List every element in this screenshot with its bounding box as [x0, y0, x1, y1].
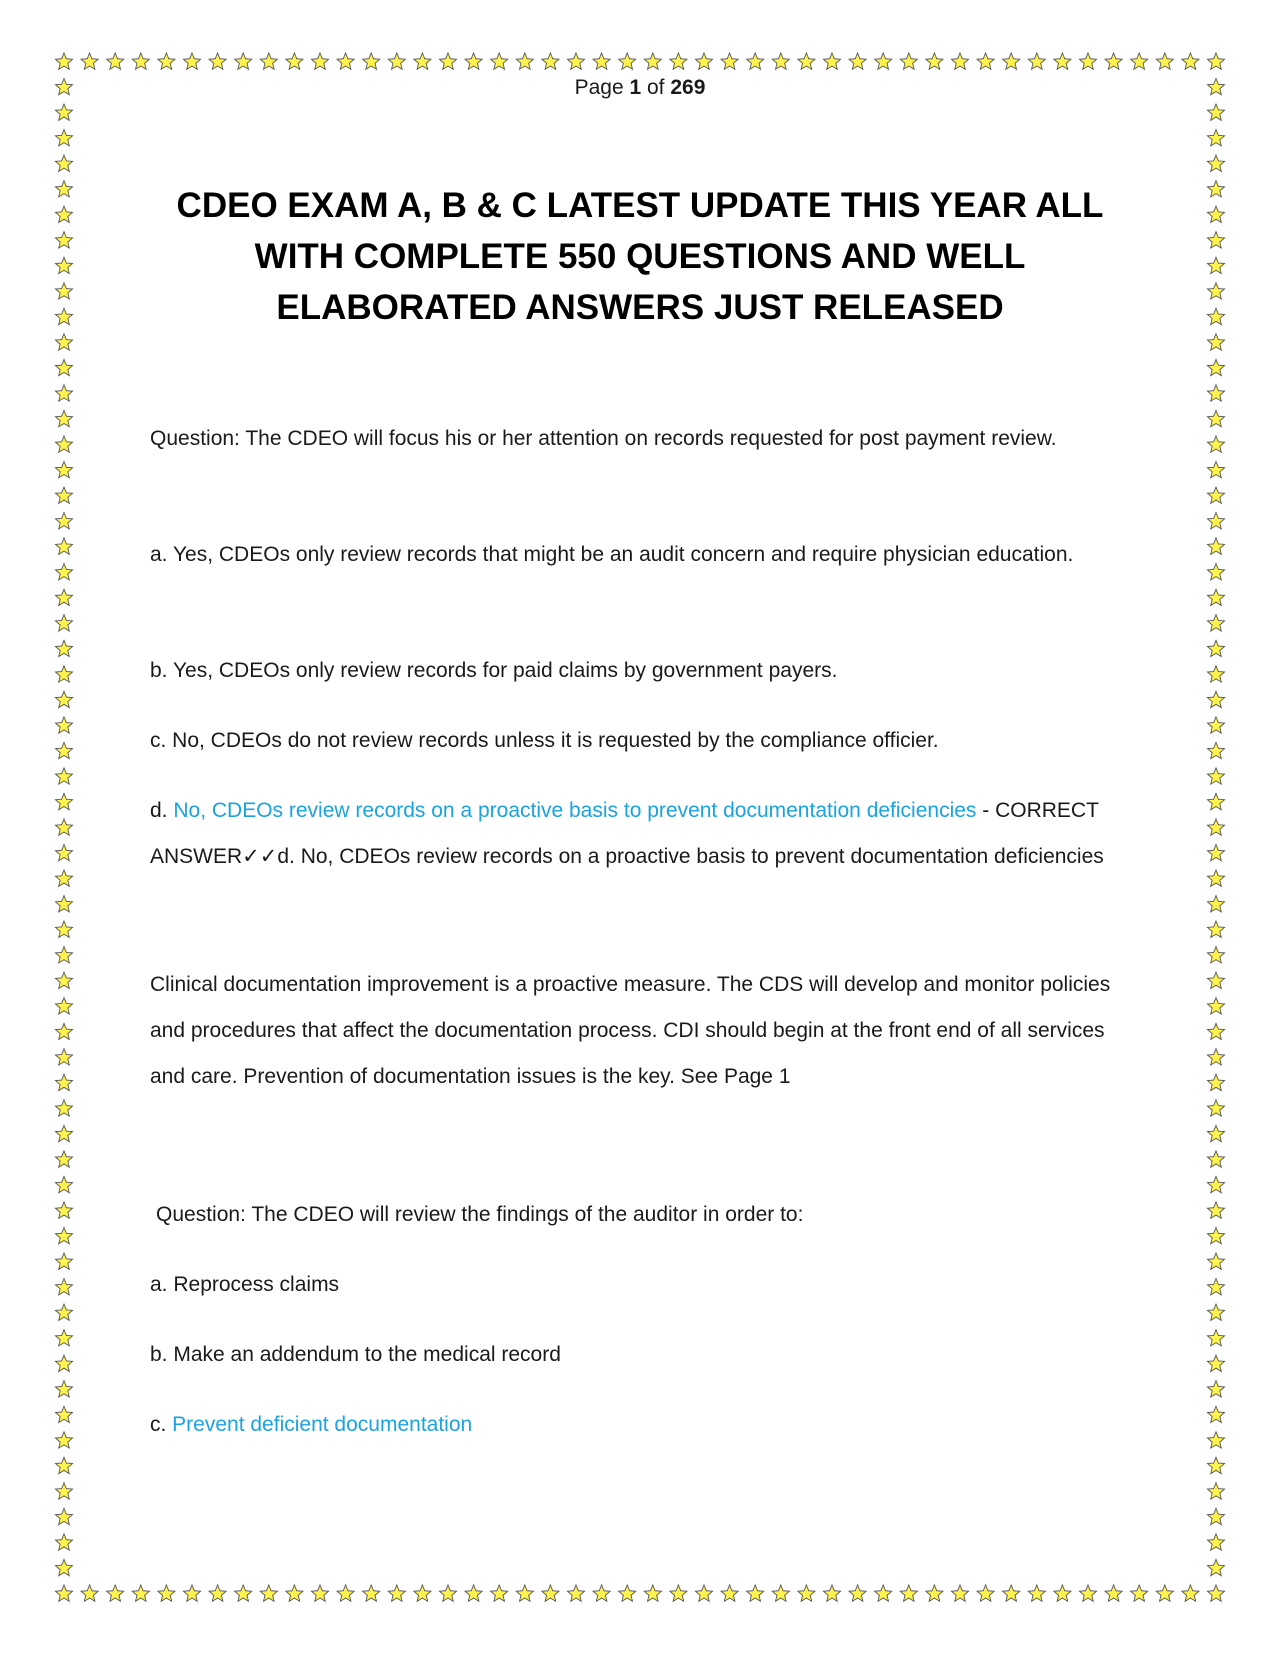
star-icon: [55, 640, 72, 656]
page-number: [0, 76, 1280, 100]
q1-explanation: Clinical documentation improvement is a proactive measure. The CDS will develop and monitor policies and procedures that affect the documentation process. CDI should begin at the front end of all services and care. Prevention of documentation issues is the key. See Page 1: [150, 973, 1111, 1088]
star-icon: [1207, 793, 1224, 809]
star-icon: [772, 53, 789, 69]
star-icon: [926, 1585, 943, 1601]
q1-correct-answer-highlight: No, CDEOs review records on a proactive basis to prevent documentation deficiencies: [173, 799, 977, 822]
star-icon: [1003, 53, 1020, 69]
star-icon: [55, 1534, 72, 1550]
star-icon: [55, 564, 72, 580]
star-icon: [55, 283, 72, 299]
star-icon: [363, 53, 380, 69]
star-icon: [55, 410, 72, 426]
star-icon: [1207, 1304, 1224, 1320]
q1-option-c: c. No, CDEOs do not review records unless it is requested by the compliance officier.: [150, 729, 939, 752]
page-number-current: 1: [629, 76, 642, 99]
star-icon: [1207, 1406, 1224, 1422]
star-icon: [1207, 1508, 1224, 1524]
star-icon: [1207, 436, 1224, 452]
star-icon: [55, 1559, 72, 1575]
star-icon: [439, 53, 456, 69]
star-icon: [1207, 717, 1224, 733]
star-icon: [55, 104, 72, 120]
star-icon: [55, 130, 72, 146]
star-icon: [55, 717, 72, 733]
star-icon: [55, 487, 72, 503]
star-icon: [132, 1585, 149, 1601]
star-icon: [1207, 385, 1224, 401]
star-icon: [55, 1151, 72, 1167]
star-icon: [55, 1176, 72, 1192]
star-icon: [1207, 359, 1224, 375]
star-icon: [1207, 334, 1224, 350]
star-icon: [823, 1585, 840, 1601]
star-icon: [1207, 410, 1224, 426]
star-icon: [1207, 1074, 1224, 1090]
star-icon: [55, 1253, 72, 1269]
star-icon: [55, 921, 72, 937]
star-icon: [1182, 1585, 1199, 1601]
star-icon: [1207, 1279, 1224, 1295]
q2-question: Question: The CDEO will review the findings of the auditor in order to:: [156, 1203, 804, 1226]
star-icon: [1207, 1023, 1224, 1039]
star-icon: [772, 1585, 789, 1601]
star-icon: [1207, 768, 1224, 784]
star-icon: [1207, 998, 1224, 1014]
q1-correct-answer-note: - CORRECT ANSWER✓✓d. No, CDEOs review records on a proactive basis to prevent documentation deficiencies: [150, 799, 1104, 868]
star-icon: [1207, 1330, 1224, 1346]
star-icon: [414, 53, 431, 69]
page-number-prefix: Page: [574, 76, 630, 99]
star-icon: [260, 1585, 277, 1601]
star-icon: [55, 1355, 72, 1371]
star-icon: [1207, 232, 1224, 248]
star-icon: [1207, 487, 1224, 503]
star-icon: [55, 181, 72, 197]
star-icon: [55, 1125, 72, 1141]
star-icon: [55, 155, 72, 171]
star-icon: [363, 1585, 380, 1601]
star-icon: [1079, 1585, 1096, 1601]
page-number-middle: of: [641, 76, 671, 99]
star-icon: [1207, 1432, 1224, 1448]
star-icon: [1207, 1253, 1224, 1269]
star-icon: [670, 53, 687, 69]
q1-option-d: [150, 788, 1130, 880]
star-icon: [1028, 53, 1045, 69]
star-icon: [311, 1585, 328, 1601]
star-icon: [1207, 104, 1224, 120]
star-icon: [593, 1585, 610, 1601]
star-icon: [1207, 1381, 1224, 1397]
star-icon: [55, 1483, 72, 1499]
star-icon: [721, 1585, 738, 1601]
star-icon: [951, 1585, 968, 1601]
q1-option-d-prefix: d.: [150, 799, 174, 822]
star-icon: [1207, 819, 1224, 835]
star-icon: [798, 1585, 815, 1601]
star-icon: [670, 1585, 687, 1601]
star-icon: [849, 53, 866, 69]
star-icon: [1207, 1100, 1224, 1116]
star-icon: [55, 385, 72, 401]
star-icon: [1207, 1049, 1224, 1065]
star-icon: [55, 1432, 72, 1448]
page-number-total: 269: [670, 76, 706, 99]
star-icon: [1131, 53, 1148, 69]
star-icon: [55, 308, 72, 324]
star-icon: [491, 1585, 508, 1601]
star-icon: [1207, 1176, 1224, 1192]
star-icon: [55, 1585, 72, 1601]
star-icon: [1054, 53, 1071, 69]
star-icon: [900, 53, 917, 69]
star-icon: [1207, 640, 1224, 656]
q2-option-c: [150, 1402, 1130, 1448]
star-icon: [1207, 257, 1224, 273]
star-icon: [55, 1381, 72, 1397]
star-icon: [875, 1585, 892, 1601]
star-icon: [1207, 155, 1224, 171]
star-icon: [900, 1585, 917, 1601]
star-icon: [542, 53, 559, 69]
star-icon: [1207, 742, 1224, 758]
star-icon: [132, 53, 149, 69]
star-icon: [1207, 181, 1224, 197]
star-icon: [721, 53, 738, 69]
q1-option-b: b. Yes, CDEOs only review records for paid claims by government payers.: [150, 659, 838, 682]
star-icon: [286, 1585, 303, 1601]
star-icon: [926, 53, 943, 69]
star-icon: [516, 1585, 533, 1601]
star-icon: [1207, 206, 1224, 222]
star-icon: [695, 1585, 712, 1601]
star-icon: [55, 436, 72, 452]
star-icon: [183, 1585, 200, 1601]
star-icon: [1207, 870, 1224, 886]
star-icon: [55, 1279, 72, 1295]
star-icon: [107, 53, 124, 69]
star-icon: [235, 1585, 252, 1601]
star-icon: [55, 334, 72, 350]
star-icon: [1207, 666, 1224, 682]
q2-option-b: b. Make an addendum to the medical record: [150, 1343, 561, 1366]
star-icon: [516, 53, 533, 69]
q1-option-a: a. Yes, CDEOs only review records that might be an audit concern and require physician education.: [150, 543, 1074, 566]
star-icon: [107, 1585, 124, 1601]
star-icon: [55, 257, 72, 273]
star-icon: [798, 53, 815, 69]
star-icon: [55, 1457, 72, 1473]
star-icon: [1207, 1228, 1224, 1244]
star-icon: [81, 1585, 98, 1601]
star-icon: [542, 1585, 559, 1601]
star-icon: [55, 538, 72, 554]
star-icon: [1156, 1585, 1173, 1601]
star-icon: [1207, 972, 1224, 988]
star-icon: [55, 359, 72, 375]
star-icon: [311, 53, 328, 69]
star-icon: [1028, 1585, 1045, 1601]
star-icon: [388, 1585, 405, 1601]
star-icon: [55, 1049, 72, 1065]
star-icon: [55, 972, 72, 988]
star-icon: [209, 1585, 226, 1601]
star-icon: [465, 1585, 482, 1601]
star-icon: [55, 1074, 72, 1090]
star-icon: [695, 53, 712, 69]
star-icon: [55, 589, 72, 605]
star-icon: [1207, 947, 1224, 963]
star-icon: [55, 768, 72, 784]
star-icon: [55, 742, 72, 758]
star-icon: [55, 1304, 72, 1320]
star-icon: [1207, 921, 1224, 937]
star-icon: [439, 1585, 456, 1601]
q1-question: Question: The CDEO will focus his or her attention on records requested for post payment review.: [150, 427, 1057, 450]
star-icon: [55, 793, 72, 809]
star-icon: [55, 1330, 72, 1346]
star-icon: [337, 53, 354, 69]
star-icon: [1207, 589, 1224, 605]
star-icon: [55, 1100, 72, 1116]
star-icon: [1207, 1534, 1224, 1550]
star-icon: [567, 53, 584, 69]
star-icon: [1207, 1151, 1224, 1167]
star-icon: [55, 947, 72, 963]
document-title: CDEO EXAM A, B & C LATEST UPDATE THIS YEAR ALL WITH COMPLETE 550 QUESTIONS AND WELL ELABORATED ANSWERS JUST RELEASED: [176, 186, 1104, 327]
star-icon: [1131, 1585, 1148, 1601]
star-icon: [1207, 896, 1224, 912]
star-icon: [1207, 564, 1224, 580]
star-icon: [1054, 1585, 1071, 1601]
star-icon: [55, 462, 72, 478]
star-icon: [1156, 53, 1173, 69]
star-icon: [55, 232, 72, 248]
star-icon: [619, 1585, 636, 1601]
star-icon: [55, 53, 72, 69]
star-icon: [644, 1585, 661, 1601]
star-icon: [55, 1228, 72, 1244]
star-icon: [1207, 130, 1224, 146]
star-icon: [286, 53, 303, 69]
star-icon: [55, 691, 72, 707]
star-icon: [1207, 1355, 1224, 1371]
star-icon: [55, 845, 72, 861]
star-icon: [1207, 53, 1224, 69]
q2-option-c-prefix: c.: [150, 1413, 173, 1436]
star-icon: [1207, 691, 1224, 707]
star-icon: [55, 1202, 72, 1218]
star-icon: [1207, 845, 1224, 861]
star-icon: [1207, 283, 1224, 299]
star-icon: [414, 1585, 431, 1601]
star-icon: [337, 1585, 354, 1601]
star-icon: [1207, 308, 1224, 324]
star-icon: [158, 1585, 175, 1601]
star-icon: [55, 819, 72, 835]
star-icon: [55, 896, 72, 912]
star-icon: [619, 53, 636, 69]
star-icon: [567, 1585, 584, 1601]
star-icon: [491, 53, 508, 69]
star-icon: [1105, 53, 1122, 69]
star-icon: [1207, 615, 1224, 631]
star-icon: [209, 53, 226, 69]
star-icon: [1207, 462, 1224, 478]
star-icon: [55, 513, 72, 529]
star-icon: [1003, 1585, 1020, 1601]
star-icon: [55, 615, 72, 631]
q2-correct-answer-highlight: Prevent deficient documentation: [172, 1413, 473, 1436]
star-icon: [1079, 53, 1096, 69]
star-icon: [158, 53, 175, 69]
star-icon: [55, 1508, 72, 1524]
star-icon: [1207, 513, 1224, 529]
star-icon: [644, 53, 661, 69]
star-icon: [1207, 538, 1224, 554]
star-icon: [1207, 1483, 1224, 1499]
star-icon: [1207, 1559, 1224, 1575]
star-icon: [823, 53, 840, 69]
star-icon: [875, 53, 892, 69]
star-icon: [55, 666, 72, 682]
star-icon: [260, 53, 277, 69]
star-icon: [55, 1406, 72, 1422]
star-icon: [747, 1585, 764, 1601]
star-icon: [1182, 53, 1199, 69]
star-icon: [593, 53, 610, 69]
star-icon: [81, 53, 98, 69]
star-icon: [1207, 1585, 1224, 1601]
star-icon: [235, 53, 252, 69]
star-icon: [183, 53, 200, 69]
star-icon: [1207, 1202, 1224, 1218]
star-icon: [1105, 1585, 1122, 1601]
star-icon: [951, 53, 968, 69]
star-icon: [747, 53, 764, 69]
star-icon: [388, 53, 405, 69]
star-icon: [977, 1585, 994, 1601]
star-icon: [55, 206, 72, 222]
star-icon: [1207, 1457, 1224, 1473]
star-icon: [849, 1585, 866, 1601]
star-icon: [55, 998, 72, 1014]
star-icon: [1207, 1125, 1224, 1141]
q2-option-a: a. Reprocess claims: [150, 1273, 340, 1296]
star-icon: [465, 53, 482, 69]
star-icon: [55, 1023, 72, 1039]
star-icon: [977, 53, 994, 69]
star-icon: [55, 870, 72, 886]
